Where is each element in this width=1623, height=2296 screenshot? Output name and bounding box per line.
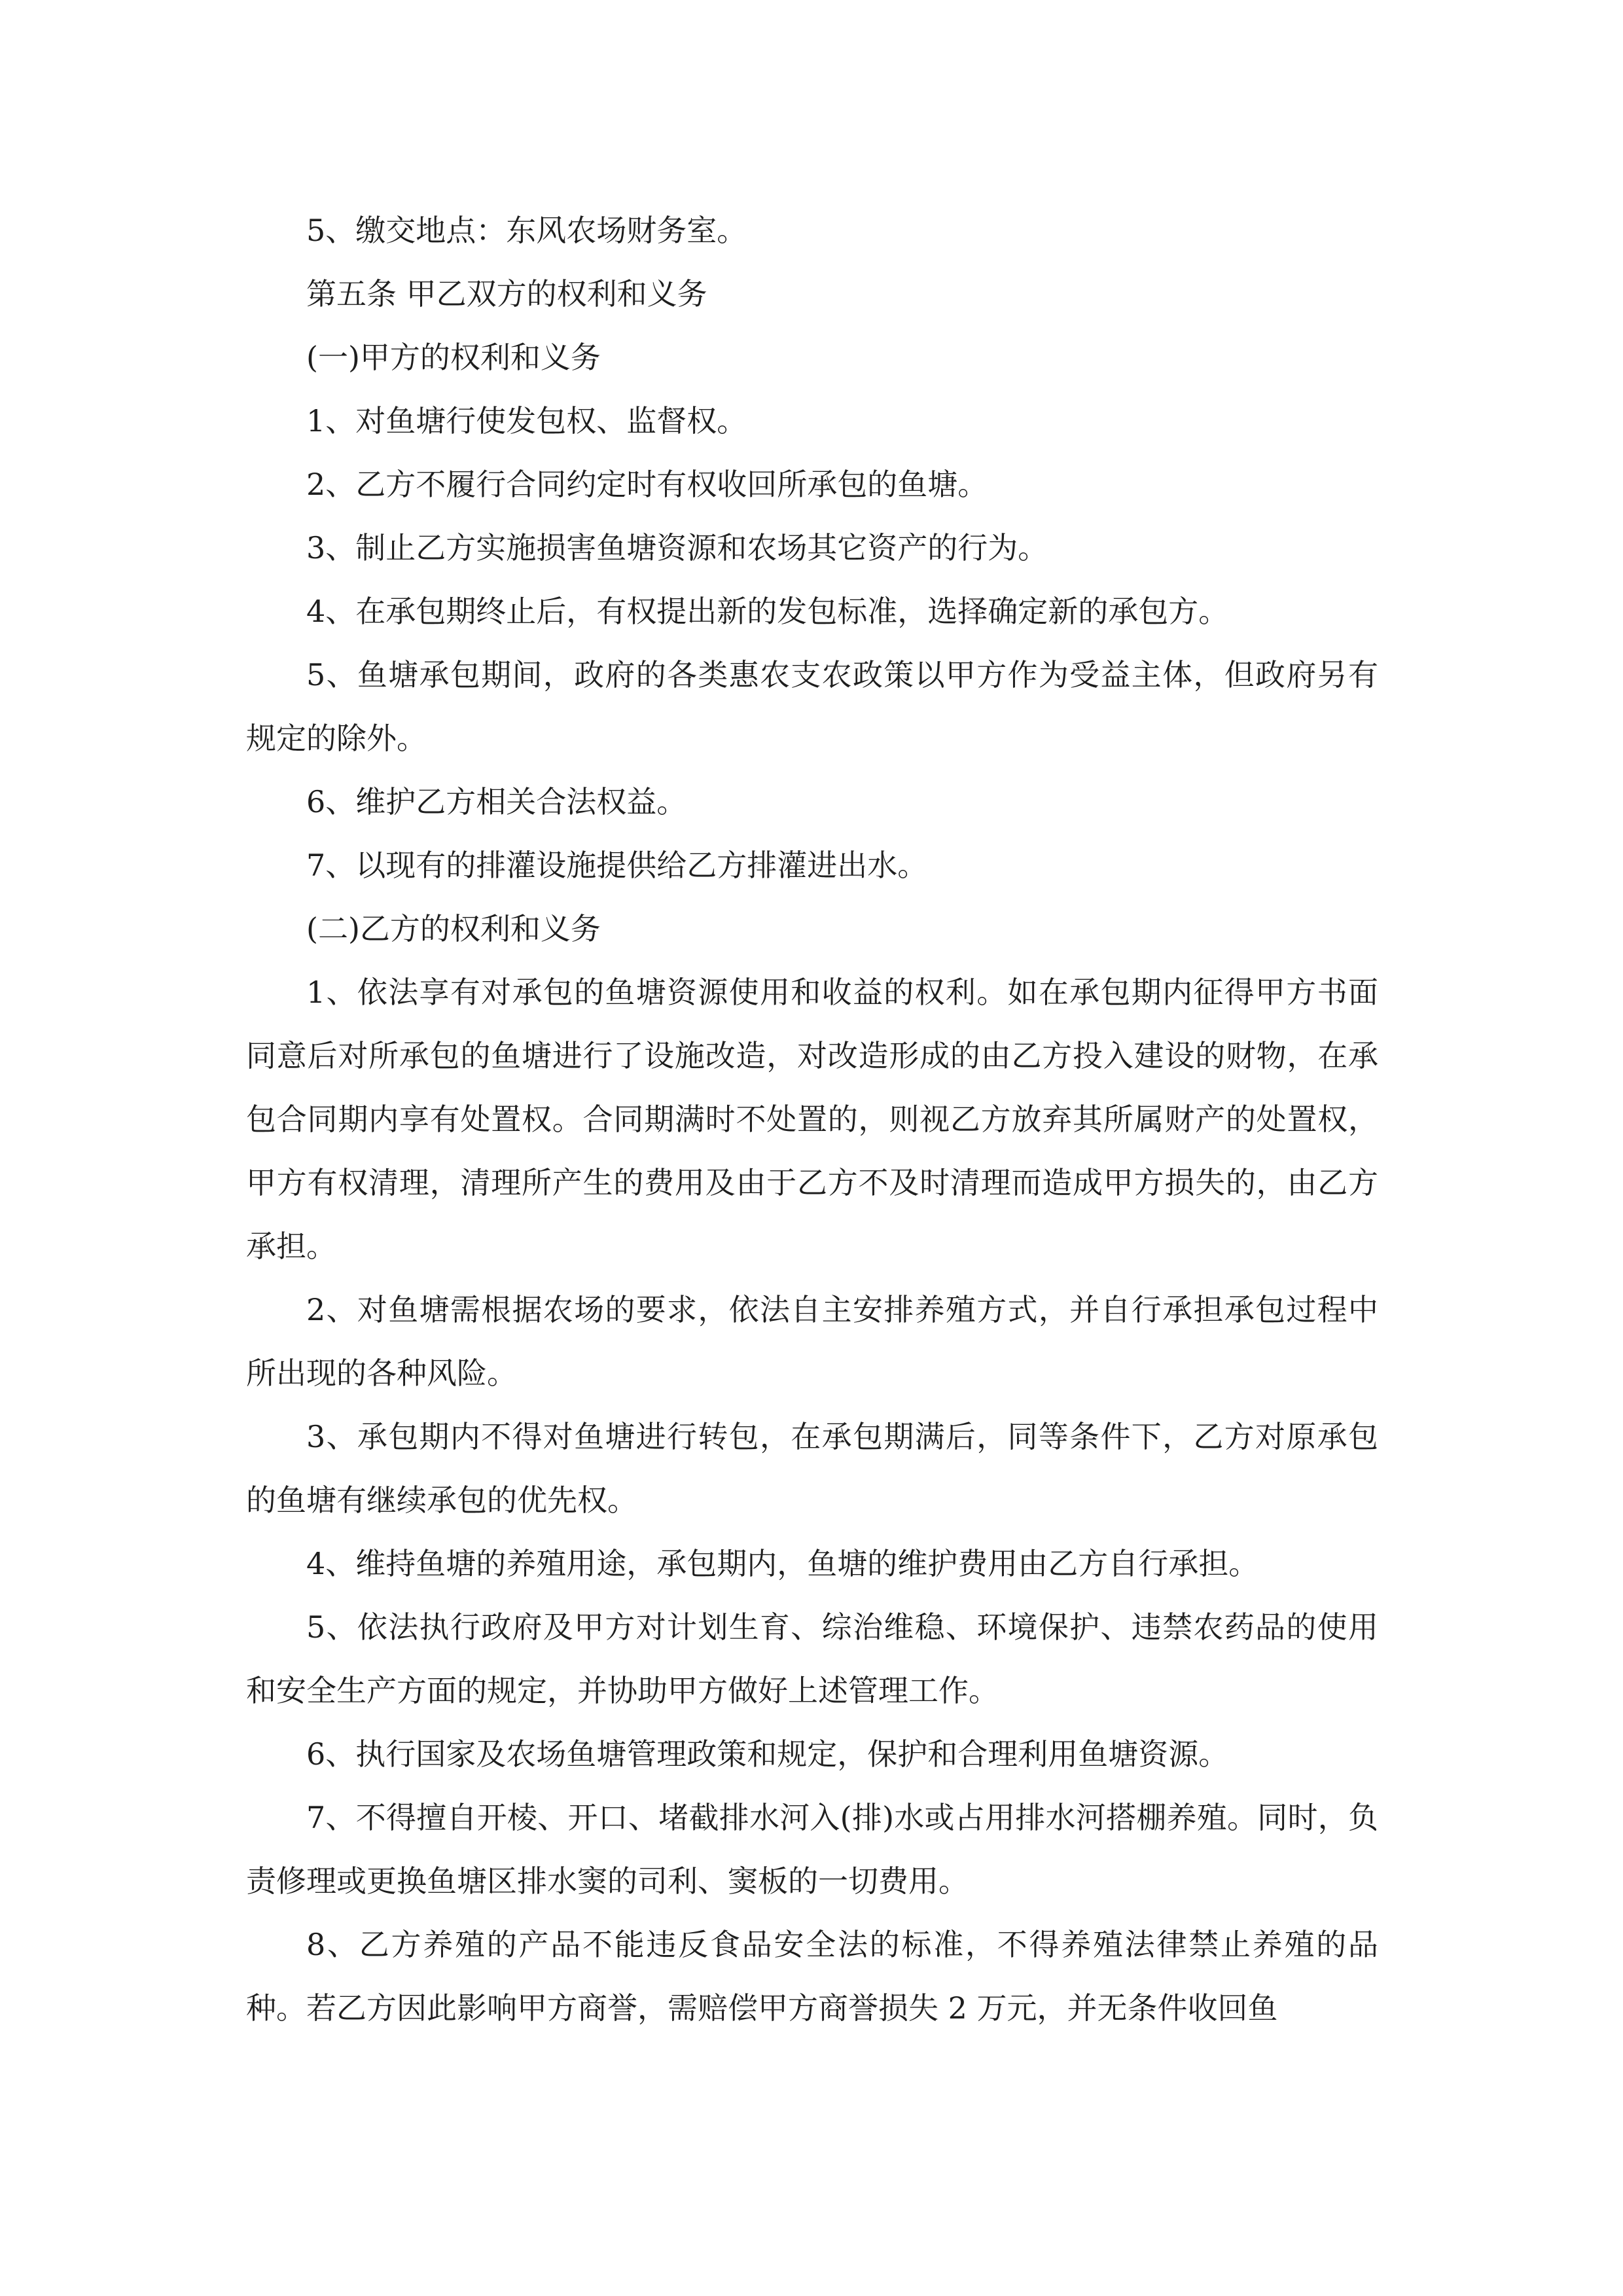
party-a-item-1: 1、对鱼塘行使发包权、监督权。 <box>306 403 747 439</box>
party-a-item-2: 2、乙方不履行合同约定时有权收回所承包的鱼塘。 <box>306 467 988 502</box>
party-b-item-6: 6、执行国家及农场鱼塘管理政策和规定，保护和合理利用鱼塘资源。 <box>306 1736 1229 1772</box>
clause-payment-location: 5、缴交地点：东风农场财务室。 <box>306 213 747 248</box>
article-five-heading: 第五条 甲乙双方的权利和义务 <box>306 276 707 312</box>
party-b-item-1: 1、依法享有对承包的鱼塘资源使用和收益的权利。如在承包期内征得甲方书面同意后对所承包的鱼塘进行了设施改造，对改造形成的由乙方投入建设的财物，在承包合同期内享有处置权。合同期满时不处置的，则视乙方放弃其所属财产的处置权，甲方有权清理，清理所产生的费用及由于乙方不及时清理而造成甲方损失的，由乙方承担。 <box>246 975 1378 1264</box>
party-a-item-6: 6、维护乙方相关合法权益。 <box>306 784 687 819</box>
party-b-item-4: 4、维持鱼塘的养殖用途，承包期内，鱼塘的维护费用由乙方自行承担。 <box>306 1546 1259 1581</box>
document-body <box>246 199 1378 2040</box>
party-b-item-5: 5、依法执行政府及甲方对计划生育、综治维稳、环境保护、违禁农药品的使用和安全生产方面的规定，并协助甲方做好上述管理工作。 <box>246 1609 1378 1708</box>
party-b-section-heading: (二)乙方的权利和义务 <box>306 911 601 946</box>
party-b-item-3: 3、承包期内不得对鱼塘进行转包，在承包期满后，同等条件下，乙方对原承包的鱼塘有继续承包的优先权。 <box>246 1419 1378 1518</box>
party-b-item-2: 2、对鱼塘需根据农场的要求，依法自主安排养殖方式，并自行承担承包过程中所出现的各种风险。 <box>246 1292 1378 1391</box>
party-a-section-heading: (一)甲方的权利和义务 <box>306 340 601 375</box>
party-a-item-5: 5、鱼塘承包期间，政府的各类惠农支农政策以甲方作为受益主体，但政府另有规定的除外。 <box>246 657 1378 756</box>
party-b-item-7: 7、不得擅自开棱、开口、堵截排水河入(排)水或占用排水河搭棚养殖。同时，负责修理或更换鱼塘区排水窦的司利、窦板的一切费用。 <box>246 1800 1378 1899</box>
party-a-item-7: 7、以现有的排灌设施提供给乙方排灌进出水。 <box>306 848 928 883</box>
party-b-item-8: 8、乙方养殖的产品不能违反食品安全法的标准，不得养殖法律禁止养殖的品种。若乙方因此影响甲方商誉，需赔偿甲方商誉损失 2 万元，并无条件收回鱼 <box>246 1927 1378 2026</box>
party-a-item-4: 4、在承包期终止后，有权提出新的发包标准，选择确定新的承包方。 <box>306 594 1229 629</box>
party-a-item-3: 3、制止乙方实施损害鱼塘资源和农场其它资产的行为。 <box>306 530 1048 565</box>
